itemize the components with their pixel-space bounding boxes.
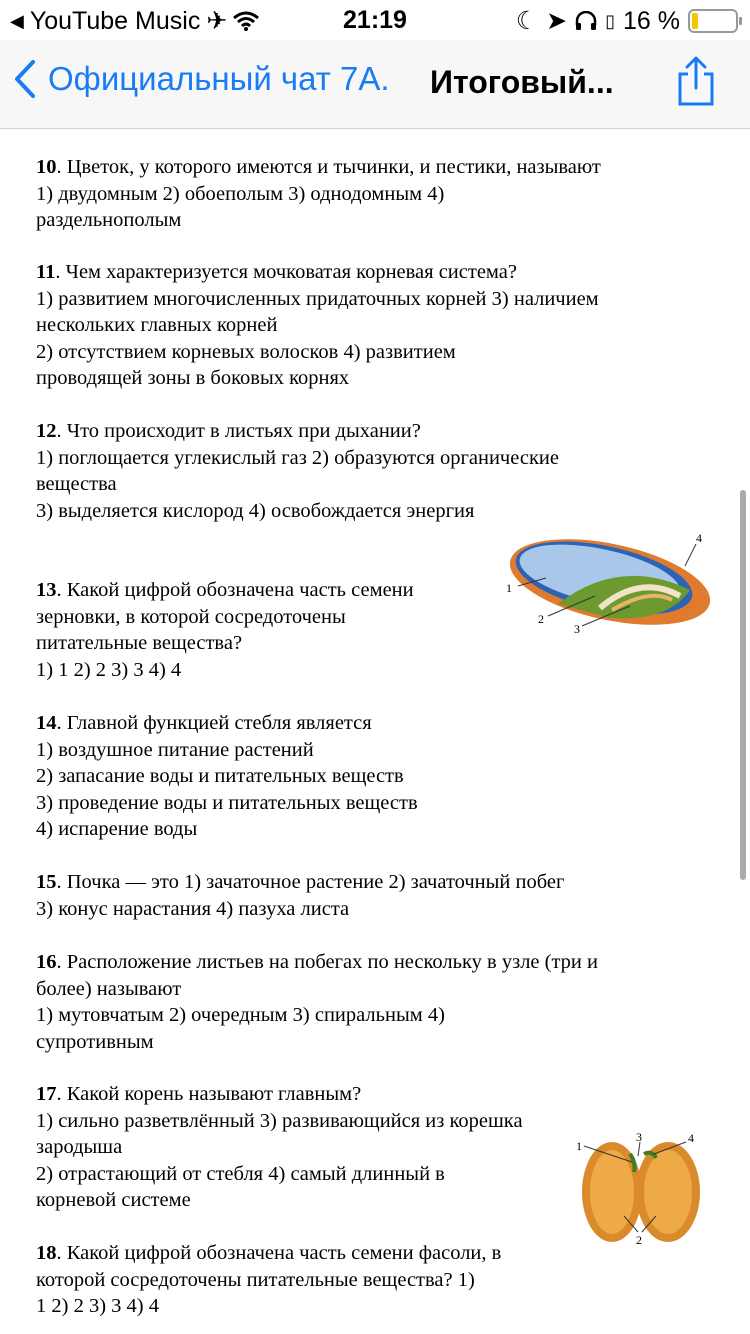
answer-line: раздельнополым bbox=[36, 209, 182, 231]
question-text: . Какой цифрой обозначена часть семени фасоли, в bbox=[56, 1242, 502, 1264]
question-18 bbox=[36, 1240, 501, 1320]
question-number: 12 bbox=[36, 420, 57, 442]
question-number: 17 bbox=[36, 1083, 57, 1105]
status-app-name[interactable]: YouTube Music bbox=[29, 6, 201, 35]
question-number: 10 bbox=[36, 156, 57, 178]
question-text-line: зерновки, в которой сосредоточены bbox=[36, 605, 346, 628]
grain-label-4: 4 bbox=[696, 531, 702, 545]
answer-line: 1) двудомным 2) обоеполым 3) однодомным 4) bbox=[36, 182, 445, 205]
question-text: . Цветок, у которого имеются и тычинки, и пестики, называют bbox=[56, 156, 601, 178]
answer-line: нескольких главных корней bbox=[36, 314, 278, 336]
answer-line: 2) запасание воды и питательных веществ bbox=[36, 765, 404, 787]
answer-line: 1) 1 2) 2 3) 3 4) 4 bbox=[36, 658, 182, 681]
status-right bbox=[516, 6, 738, 36]
answer-line: 3) выделяется кислород 4) освобождается энергия bbox=[36, 499, 475, 522]
back-label[interactable]: Официальный чат 7А. bbox=[48, 60, 390, 97]
question-text: . Почка — это 1) зачаточное растение 2) зачаточный побег bbox=[56, 871, 565, 893]
answer-line: 1 2) 2 3) 3 4) 4 bbox=[36, 1295, 159, 1317]
question-13 bbox=[36, 577, 414, 683]
battery-fill bbox=[692, 13, 698, 29]
bean-label-2: 2 bbox=[636, 1233, 642, 1247]
question-text-line: более) называют bbox=[36, 977, 182, 1000]
answer-line: 1) воздушное питание растений bbox=[36, 738, 314, 761]
location-icon: ➤ bbox=[546, 7, 568, 35]
airplane-icon: ✈ bbox=[206, 7, 228, 35]
navigation-bar bbox=[0, 40, 750, 129]
question-text: . Какой цифрой обозначена часть семени bbox=[56, 579, 414, 601]
question-number: 15 bbox=[36, 871, 57, 893]
headphones-icon bbox=[575, 11, 597, 31]
share-button[interactable] bbox=[676, 54, 716, 111]
question-number: 14 bbox=[36, 712, 57, 734]
moon-icon: ☾ bbox=[515, 7, 539, 35]
battery-nub bbox=[739, 17, 742, 25]
grain-seed-figure bbox=[500, 526, 715, 638]
answer-line: вещества bbox=[36, 473, 117, 495]
question-text-line: которой сосредоточены питательные вещества? 1) bbox=[36, 1268, 475, 1291]
question-text: . Расположение листьев на побегах по нескольку в узле (три и bbox=[56, 951, 598, 973]
back-button[interactable] bbox=[14, 60, 390, 98]
status-bar bbox=[0, 0, 750, 40]
orientation-lock-icon: ▯ bbox=[605, 10, 616, 31]
share-icon bbox=[676, 54, 716, 106]
status-time: 21:19 bbox=[343, 6, 407, 34]
answer-line: 3) конус нарастания 4) пазуха листа bbox=[36, 897, 350, 920]
grain-label-1: 1 bbox=[506, 581, 512, 595]
question-15 bbox=[36, 869, 564, 922]
question-number: 13 bbox=[36, 579, 57, 601]
question-number: 11 bbox=[36, 261, 56, 283]
question-12 bbox=[36, 418, 559, 524]
question-text: . Какой корень называют главным? bbox=[56, 1083, 362, 1105]
scroll-indicator[interactable] bbox=[740, 490, 746, 880]
answer-line: 2) отрастающий от стебля 4) самый длинный в bbox=[36, 1162, 445, 1185]
question-text: . Чем характеризуется мочковатая корневая система? bbox=[55, 261, 517, 283]
answer-line: зародыша bbox=[36, 1136, 123, 1158]
question-text-line: питательные вещества? bbox=[36, 632, 243, 654]
answer-line: 4) испарение воды bbox=[36, 818, 198, 840]
question-16 bbox=[36, 949, 598, 1055]
question-number: 18 bbox=[36, 1242, 57, 1264]
grain-label-2: 2 bbox=[538, 612, 544, 626]
answer-line: 1) поглощается углекислый газ 2) образуются органические bbox=[36, 446, 559, 469]
answer-line: 1) развитием многочисленных придаточных корней 3) наличием bbox=[36, 287, 599, 310]
answer-line: проводящей зоны в боковых корнях bbox=[36, 367, 350, 389]
question-number: 16 bbox=[36, 951, 57, 973]
answer-line: 1) мутовчатым 2) очередным 3) спиральным 4) bbox=[36, 1004, 445, 1026]
question-10 bbox=[36, 154, 601, 234]
question-17 bbox=[36, 1081, 523, 1214]
battery-icon bbox=[688, 9, 738, 33]
battery-percent: 16 % bbox=[623, 6, 680, 35]
answer-line: 1) сильно разветвлённый 3) развивающийся из корешка bbox=[36, 1109, 523, 1132]
page-title: Итоговый... bbox=[430, 64, 614, 100]
grain-label-3: 3 bbox=[574, 622, 580, 636]
bean-seed-figure bbox=[572, 1132, 712, 1250]
answer-line: 3) проведение воды и питательных веществ bbox=[36, 791, 418, 814]
bean-label-4: 4 bbox=[688, 1132, 694, 1145]
answer-line: супротивным bbox=[36, 1030, 154, 1053]
back-to-app-icon[interactable]: ◀ bbox=[10, 10, 24, 31]
question-14 bbox=[36, 710, 418, 843]
bean-label-3: 3 bbox=[636, 1132, 642, 1144]
question-text: . Что происходит в листьях при дыхании? bbox=[56, 420, 421, 442]
answer-line: 2) отсутствием корневых волосков 4) развитием bbox=[36, 340, 456, 363]
bean-label-1: 1 bbox=[576, 1139, 582, 1153]
chevron-left-icon bbox=[14, 60, 36, 98]
answer-line: корневой системе bbox=[36, 1189, 191, 1211]
question-text: . Главной функцией стебля является bbox=[56, 712, 372, 734]
document-view[interactable] bbox=[0, 128, 750, 1334]
question-11 bbox=[36, 259, 599, 392]
